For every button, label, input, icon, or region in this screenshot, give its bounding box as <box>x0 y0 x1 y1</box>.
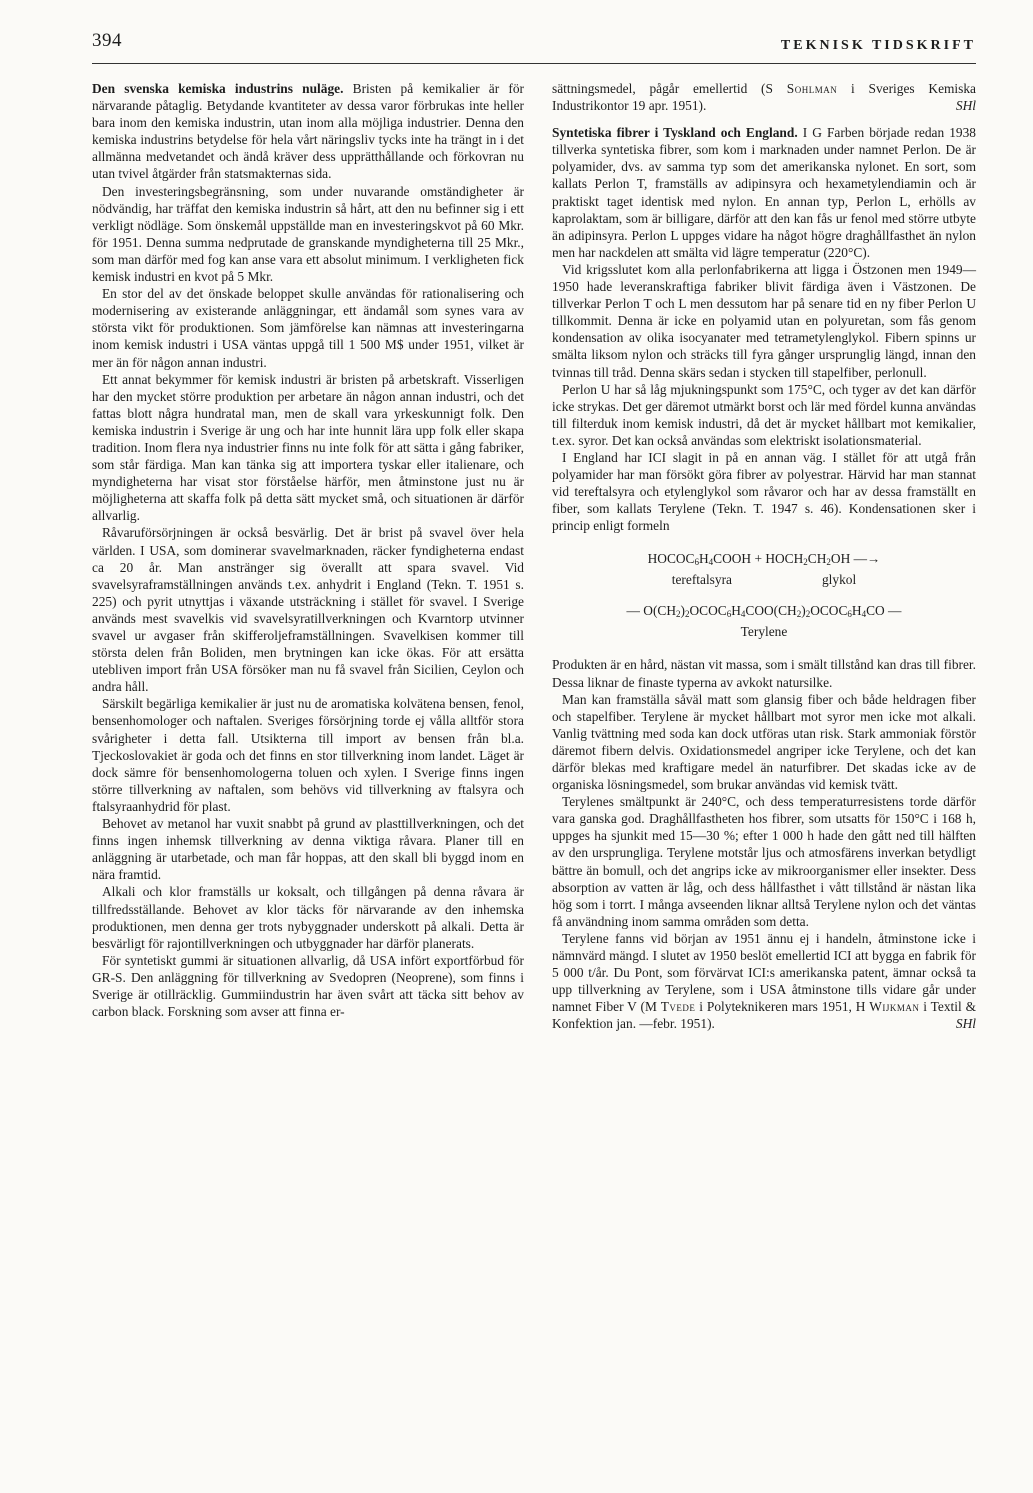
formula-label-product: Terylene <box>740 624 788 640</box>
paragraph: Behovet av metanol har vuxit snabbt på grund av plasttillverkningen, och det finns ingen inhemsk tillverkning av denna viktiga råvara. Planer till en anläggning är utarbetade, och man får hoppas, att den skall bli byggd inom en nära framtid. <box>92 816 524 883</box>
paragraph: Särskilt begärliga kemikalier är just nu de aromatiska kolvätena bensen, fenol, bensenhomologer och naftalen. Sveriges försörjning torde ej vålla alltför stora svårigheter i detta fall. Utsikterna till import av bensen från bl.a. Tjeckoslovakiet är goda och det finns en stor tillverkning inom landet. Läget är dock sämre för bensenhomologerna toluen och xylen. I Sverige finns ingen större tillverkning av naftalen, som behövs vid tillverkning av ftalsyra och ftalsyraanhydrid för plast. <box>92 696 524 814</box>
right-column <box>552 80 976 1033</box>
paragraph: För syntetiskt gummi är situationen allvarlig, då USA infört exportförbud för GR-S. Den anläggning för tillverkning av Svedopren (Neoprene), som finns i Sverige är otillräcklig. Gummiindustrin har även svårt att täcka sitt behov av carbon black. Forskning som avser att finna er- <box>92 952 524 1020</box>
page-number: 394 <box>92 30 122 51</box>
paragraph: I England har ICI slagit in på en annan väg. I stället för att utgå från polyamider har man försökt göra fibrer av polyestrar. Härvid har man stannat vid tereftalsyra och etylenglykol som råvaror och har av dessa framställt en fiber, som kallats Terylene (Tekn. T. 1947 s. 46). Kondensationen sker i princip enligt formeln <box>552 449 976 534</box>
journal-title: TEKNISK TIDSKRIFT <box>780 38 976 53</box>
paragraph: Råvaruförsörjningen är också besvärlig. Det är brist på svavel över hela världen. I USA, som dominerar svavelmarknaden, räcker fyndigheterna endast ca 20 år. Man anstränger sig överallt att spara svavel. Vid svavelsyraframställningen används t.ex. anhydrit i England (Tekn. T. 1951 s. 225) och pyrit utnyttjas i växande utsträckning i stället för svavel. I Sverige används mest svavelkis vid svavelsyratillverkningen och Kvarntorp utvinner svavel ur avgaser från skifferoljeframställningen. Svavelkisen kommer till största delen från Boliden, men brytningen kan icke ökas. För att ersätta utebliven import från USA försöker man nu få svavel från Sicilien, Ceylon och andra håll. <box>92 525 524 695</box>
formula-reactants: $HOCOC_6H_4COOH$ + $HOCH_2CH_2OH$ —→ <box>647 551 881 568</box>
paragraph-text: I G Farben började redan 1938 tillverka syntetiska fibrer, som kom i marknaden under namnet Perlon. De är polyamider, dvs. av samma typ som det amerikanska nylonet. En sort, som kallats Perlon T, framställs av adipinsyra och hexametylendiamin och är praktiskt taget identisk med nylon. En annan typ, Perlon L, erhölls av kaprolaktam, som är billigare, därför att den kan fås ur fenol med större utbyte än adipinsyra. Perlon L uppges vidare ha något högre draghållfasthet än nylon men har nackdelen att smälta vid lägre temperatur (220°C). <box>552 125 976 260</box>
paragraph: Produkten är en hård, nästan vit massa, som i smält tillstånd kan dras till fibrer. Dessa liknar de finaste typerna av avkokt natursilke. <box>552 657 976 690</box>
formula-reactant-names <box>552 571 976 588</box>
author-name: Wijkman <box>869 999 920 1015</box>
formula-label-acid: tereftalsyra <box>671 572 732 588</box>
header-rule <box>92 63 976 64</box>
formula-product: — $O(CH_2)_2OCOC_6H_4COO(CH_2)_2OCOC_6H_4CO$ — <box>626 603 902 620</box>
paragraph-text: Bristen på kemikalier är för närvarande påtaglig. Betydande kvantiteter av dessa varor förbrukas inte heller bara inom den kemiska industrin, utan inom alla möjliga industrier. Denna den kemiska industrins betydelse för hela vårt näringsliv tycks inte ha trängt in i det allmänna medvetandet och ändå kräver dess upprätthållande och förkovran nu utan tvivel åtgärder från statsmakternas sida. <box>92 81 525 182</box>
author-signature: SHl <box>955 1016 976 1032</box>
paragraph: Ett annat bekymmer för kemisk industri är bristen på arbetskraft. Visserligen har den mycket större produktion per arbetare än någon annan industri, och det fattas blott några hundratal man, men de skall vara yrkeskunnigt folk. Den kemiska industrin i Sverige är ung och har inte hunnit lära upp folk eller skapa tradition. Inom flera nya industrier finns nu inte folk för att sätta i gång fabriker, som står färdiga. Man kan tänka sig att importera tyskar eller italienare, och myndigheterna har visat stor förståelse härför, men åtminstone just nu är möjligheterna att skaffa folk på detta sätt mycket små, och situationen är därför allvarlig. <box>92 371 524 524</box>
author-signature: SHl <box>955 98 976 114</box>
article-chem-industry-intro <box>92 80 524 183</box>
chemical-formula <box>552 550 976 640</box>
paragraph: En stor del av det önskade beloppet skulle användas för rationalisering och modernisering av existerande anläggningar, ett ändamål som synes vara av största vikt för produktionen. Som jämförelse kan nämnas att investeringarna inom kemisk industri i USA väntas uppgå till 1 500 M$ under 1951, vilket är mer än för någon annan industri. <box>92 286 524 370</box>
paragraph-text: i Polyteknikeren mars 1951, H <box>695 999 870 1015</box>
paragraph-text: i Textil & Konfektion jan. —febr. 1951). <box>552 999 976 1032</box>
paragraph-text: Terylene fanns vid början av 1951 ännu ej i handeln, åtminstone icke i nämnvärd mängd. I slutet av 1950 beslöt emellertid ICI att bygga en fabrik för 5 000 t/år. Du Pont, som förvärvat ICI:s amerikanska patent, ämnar också ta upp tillverkning av Terylene, som i USA åtminstone tills vidare går under namnet Fiber V (M <box>552 930 976 1015</box>
article-heading: Syntetiska fibrer i Tyskland och England. <box>552 125 798 141</box>
paragraph-text: sättningsmedel, pågår emellertid (S <box>552 81 787 96</box>
paragraph <box>552 930 976 1033</box>
paragraph: Man kan framställa såväl matt som glansig fiber och både heldragen fiber och stapelfiber. Terylene är mycket hållbart mot syror men icke mot alkali. Vanlig tvättning med soda kan dock utföras utan risk. Stark ammoniak förstör däremot fibern delvis. Oxidationsmedel angriper icke Terylene, och det kan därför blekas med kraftigare medel än naturfibrer. Det skadas icke av de organiska lösningsmedel, som brukar användas vid kemisk tvätt. <box>552 691 976 793</box>
left-column <box>92 80 524 1020</box>
article-heading: Den svenska kemiska industrins nuläge. <box>92 81 344 96</box>
author-name: Tvede <box>660 999 696 1015</box>
formula-label-glycol: glykol <box>821 572 857 588</box>
paragraph-text: i Sveriges Kemiska Industrikontor 19 apr. 1951). <box>552 81 976 114</box>
paragraph: Vid krigsslutet kom alla perlonfabrikerna att ligga i Östzonen men 1949—1950 hade leveranskraftiga fabriker blivit färdiga även i Västzonen. De tillverkar Perlon T och L men dessutom har på senare tid en ny fiber Perlon U tillkommit. Denna är icke en polyamid utan en polyuretan, som fås genom kondensation av olika isocyanater med tetrametylenglykol. Fibern spinns ur smälta liksom nylon och sträcks till fyra gånger ursprunglig längd, innan den tvinnas till tråd. Denna skärs sedan i stycken till stapelfiber, perlonull. <box>552 261 976 380</box>
paragraph: Den investeringsbegränsning, som under nuvarande omständigheter är nödvändig, har träffat den kemiska industrin så hårt, att den nu befinner sig i ett verkligt nödläge. Som önskemål uppställde man en investeringskvot på 60 Mkr. för 1951. Denna summa nedprutade de granskande myndigheterna till 25 Mkr., som man därför med fog kan anse vara ett absolut minimum. I verkligheten fick kemisk industri en kvot på 5 Mkr. <box>92 183 524 285</box>
paragraph: Terylenes smältpunkt är 240°C, och dess temperaturresistens torde därför vara ganska god. Draghållfastheten hos fibrer, som utsatts för 150°C i 168 h, uppges ha sjunkit med 15—30 %; efter 1 000 h hade den gått ned till hälften av den ursprungliga. Terylene motstår ljus och atmosfärens inverkan betydligt bättre än bomull, och det angrips icke av mikroorganismer eller insekter. Dess absorption av vatten är låg, och dess hållfasthet i vått tillstånd är nästan lika hög som i torrt. I många avseenden liknar alltså Terylene nylon och det väntas få användning inom samma områden som detta. <box>552 794 976 929</box>
paragraph-continued <box>552 80 976 114</box>
author-name: Sohlman <box>786 81 838 96</box>
article-synthetic-fibres <box>552 124 976 261</box>
paragraph: Alkali och klor framställs ur koksalt, och tillgången på denna råvara är tillfredsställande. Behovet av klor täcks för närvarande av den inhemska produktionen, men denna ger trots nybyggnader underskott på alkali. Detta är besvärligt för rajontillverkningen och utbyggnader har därför planerats. <box>92 884 524 951</box>
paragraph: Perlon U har så låg mjukningspunkt som 175°C, och tyger av det kan därför icke strykas. Det ger däremot utmärkt borst och lär med fördel kunna användas till filterduk inom kemisk industri, då det är mycket hållbart mot kemikalier, t.ex. syror. Det kan också användas som elektriskt isolationsmaterial. <box>552 381 976 448</box>
